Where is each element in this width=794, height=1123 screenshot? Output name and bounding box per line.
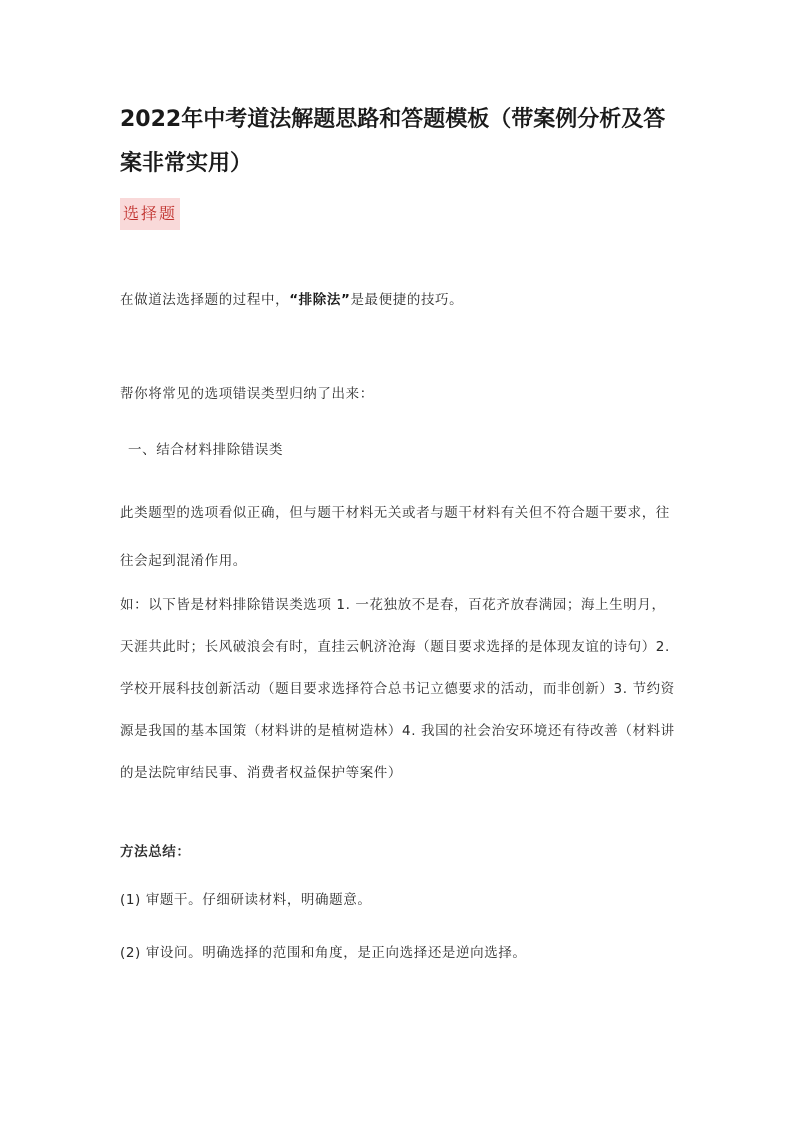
category-heading: 一、结合材料排除错误类 — [128, 442, 284, 458]
method-summary-title: 方法总结： — [120, 844, 191, 860]
method-step: (2) 审设问。明确选择的范围和角度，是正向选择还是逆向选择。 — [120, 945, 527, 961]
method-step: (1) 审题干。仔细研读材料，明确题意。 — [120, 892, 372, 908]
intro-text-after: 是最便捷的技巧。 — [350, 292, 464, 308]
document-title: 2022年中考道法解题思路和答题模板（带案例分析及答案非常实用） — [120, 107, 666, 176]
category-description: 此类题型的选项看似正确，但与题干材料无关或者与题干材料有关但不符合题干要求，往往会起到混淆作用。 — [120, 505, 670, 569]
section-tag-multiple-choice: 选择题 — [120, 198, 180, 230]
intro-text-before: 在做道法选择题的过程中， — [120, 292, 290, 308]
summary-line: 帮你将常见的选项错误类型归纳了出来： — [120, 386, 374, 402]
intro-paragraph — [120, 290, 676, 310]
examples-paragraph: 如：以下皆是材料排除错误类选项 1. 一花独放不是春，百花齐放春满园；海上生明月，天涯共此时；长风破浪会有时，直挂云帆济沧海（题目要求选择的是体现友谊的诗句）2. 学校开展科技创新活动（题目要求选择符合总书记立德要求的活动，而非创新）3. 节约资源是我国的基本国策（材料讲的是植树造林）4. 我国的社会治安环境还有待改善（材料讲的是法院审结民事、消费者权益保护等案件） — [120, 597, 675, 781]
intro-emphasis: “排除法” — [289, 292, 351, 308]
